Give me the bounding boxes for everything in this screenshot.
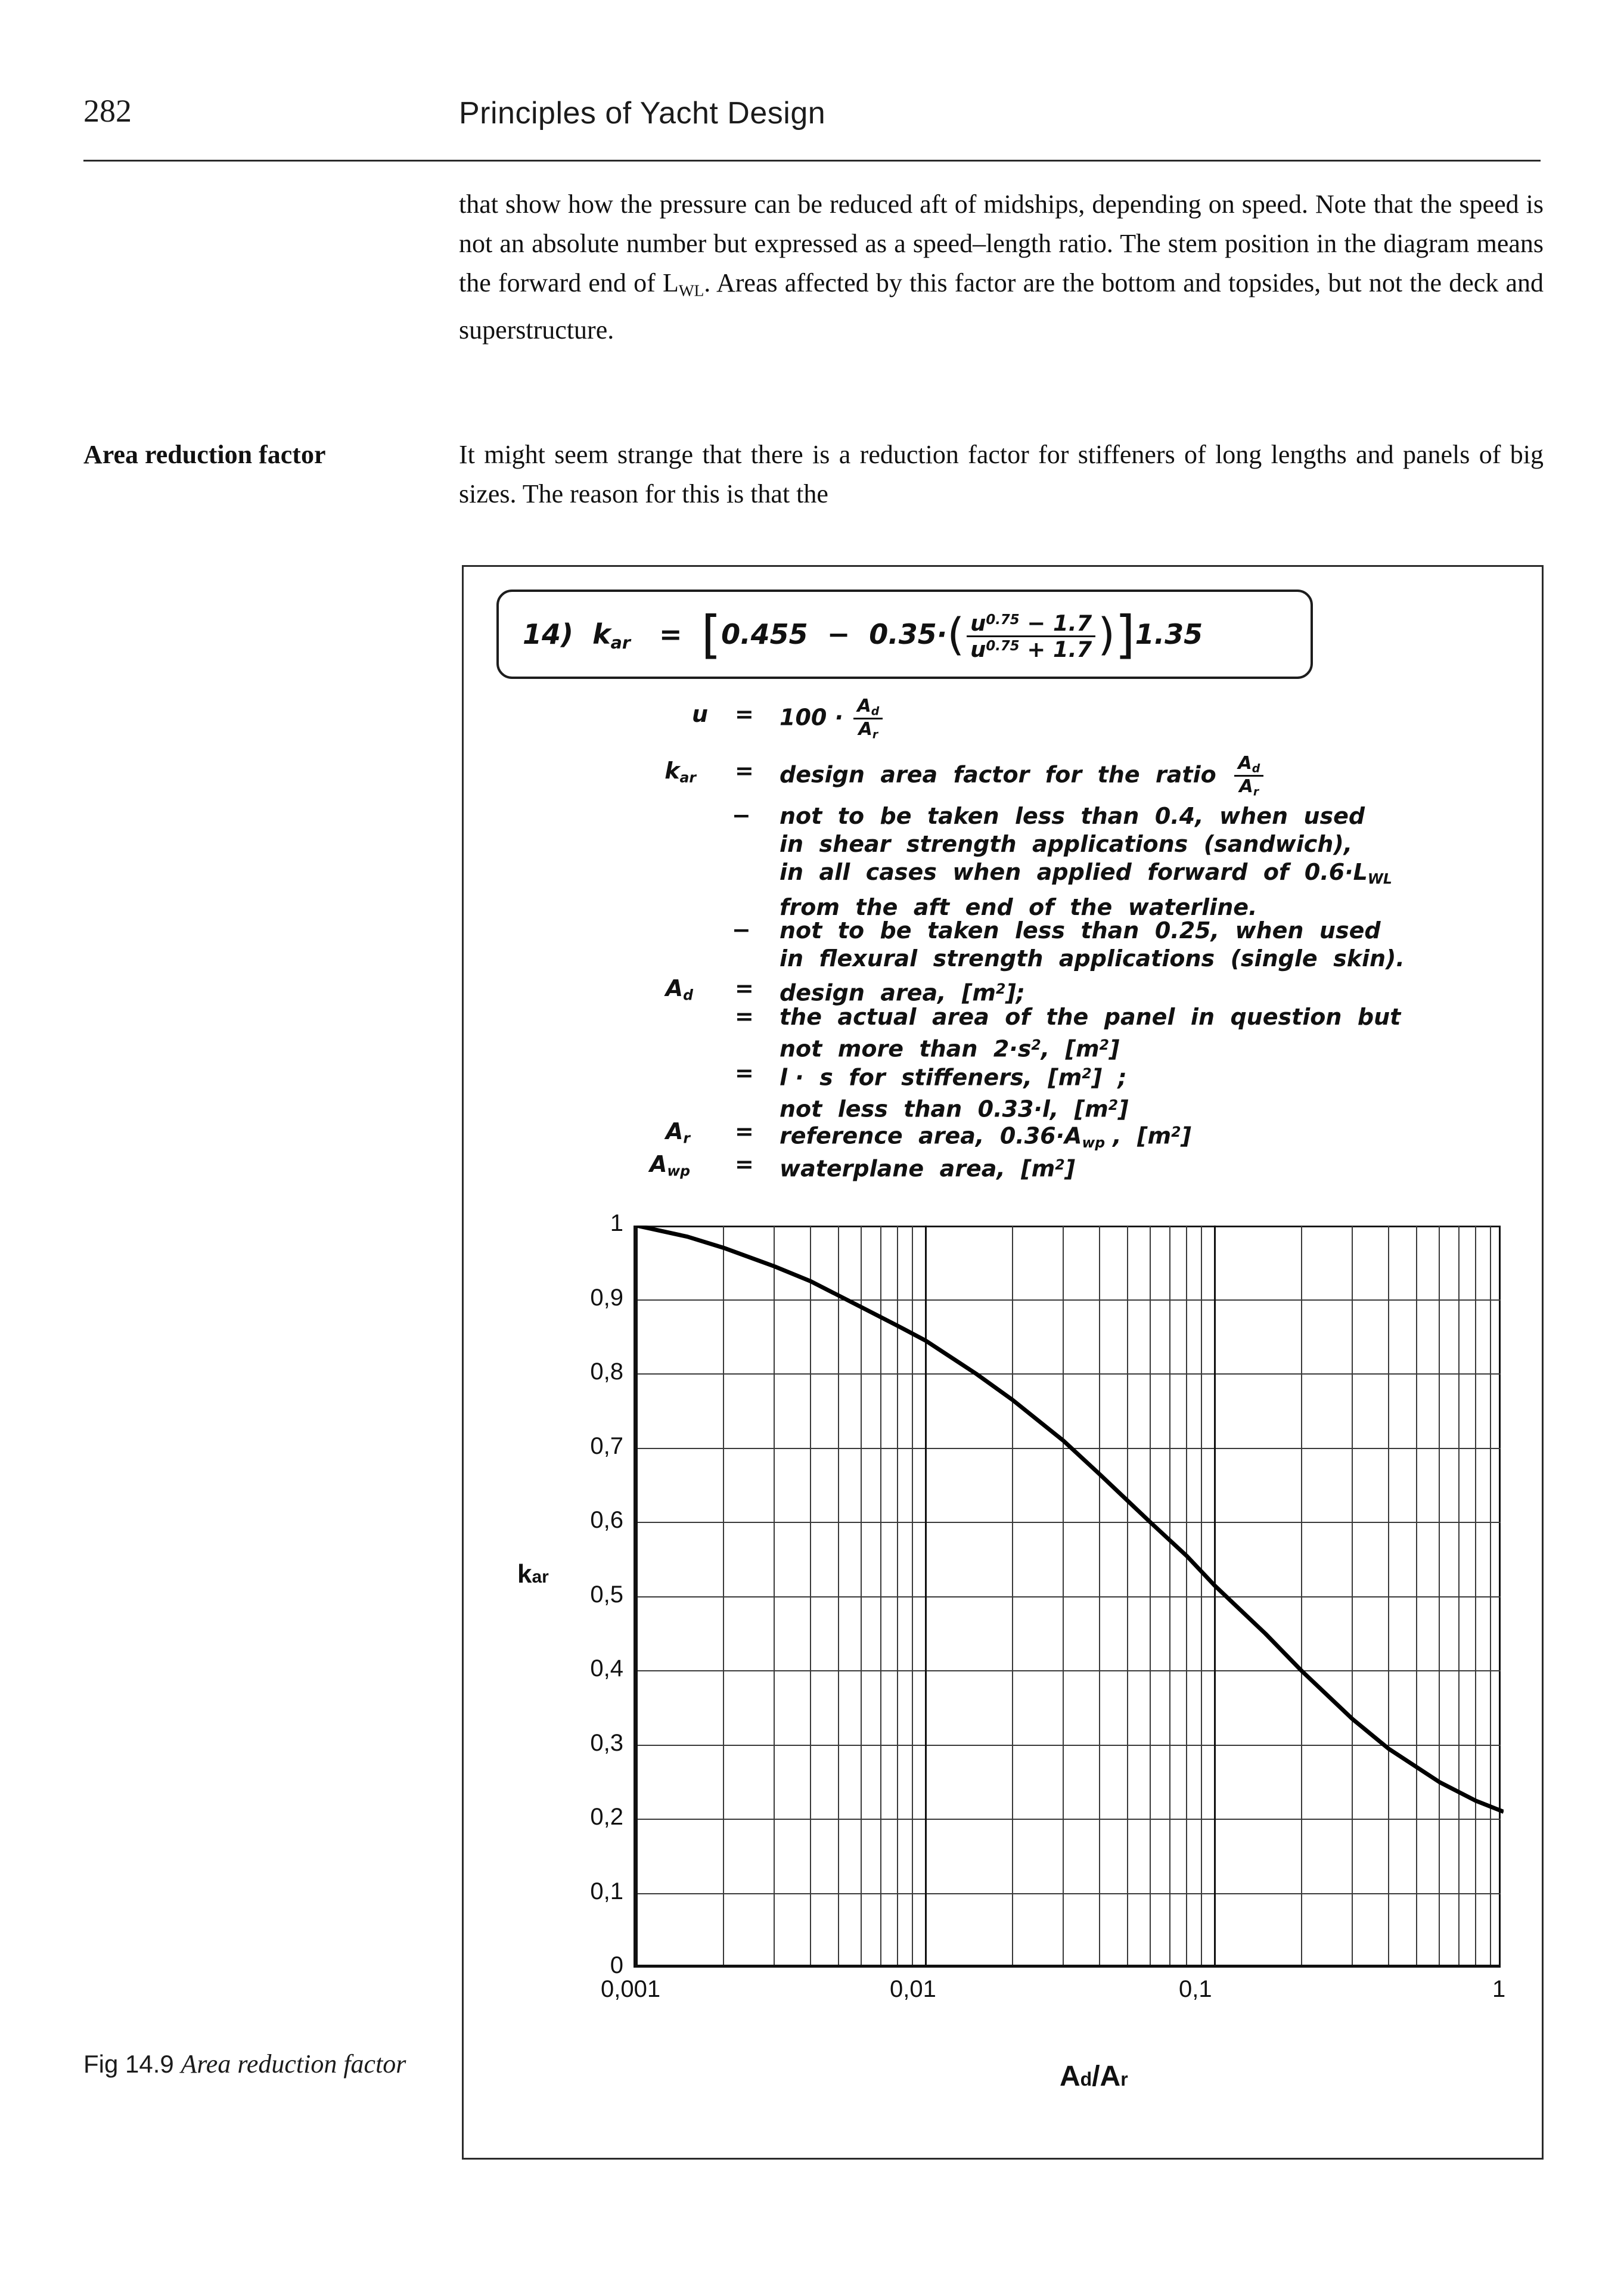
chart-y-axis-label: kar — [517, 1559, 549, 1589]
def-bullet-1: − — [732, 802, 751, 829]
chart-plot — [634, 1226, 1501, 1968]
def-rhs-ad-3: l · s for stiffeners, $[m^2]$ ; not less than 0.33·l, $[m^2]$ — [780, 1064, 1129, 1122]
def-rhs-awp: waterplane area, $[m^2]$ — [780, 1155, 1075, 1182]
chart-x-tick-label: 0,1 — [1179, 1976, 1212, 2002]
chart-y-tick-label: 0,3 — [590, 1729, 623, 1756]
figure-14-9: 14) $k_{ar} = [0.455 - 0.35\cdot$( $\frac{u^{0.75} - 1.7}{u^{0.75} + 1.7}$ )]1.35 u = 100 · $\frac{A_d}{A_r}$ $k_{ar}$ = design area factor for the ratio $\frac{A_d}{A_r}$ − not to be taken less than 0.4, when used in shear strength applications (sandwich), in all cases when applied forward of $0.6\cdot L_{WL}$ from the aft end of the waterline. − not to be taken less than 0.25, when used in flexural strength applications (single skin). $A_d$ = design area, $[m^2]$; = the actual area of the panel in question but not more than $2\cdot s^2$, $[m^2]$ = l · s for stiffeners, $[m^2]$ ; not less than 0.33·l, $[m^2]$ $A_r$ = reference area, $0.36\cdot A_{wp}$ , $[m^2]$ $A_{wp}$ = waterplane area, $[m^2]$ kar Ad/Ar 0 0,1 0,2 0,3 0,4 0,5 0,6 0,7 0,8 0,9 1 0,001 0,01 0,1 1 — [462, 565, 1544, 2160]
chart-y-tick-label: 0,6 — [590, 1507, 623, 1533]
chart-y-tick-label: 0,2 — [590, 1804, 623, 1830]
def-lhs-u: u — [691, 701, 708, 727]
def-note-1: not to be taken less than 0.4, when used in shear strength applications (sandwich), in all cases when applied forward of $0.6\cdot L_{WL}$ from the aft end of the waterline. — [780, 803, 1392, 920]
caption-text: Area reduction factor — [181, 2049, 406, 2079]
def-lhs-awp: $A_{wp}$ — [649, 1151, 690, 1180]
def-bullet-2: − — [732, 917, 751, 943]
chart-y-tick-label: 0,9 — [590, 1284, 623, 1311]
def-lhs-ad: $A_d$ — [665, 975, 693, 1004]
chart-x-tick-label: 0,001 — [601, 1976, 661, 2002]
chart-area-reduction-factor — [590, 1210, 1506, 2002]
body-paragraph-1: that show how the pressure can be reduced aft of midships, depending on speed. Note that the speed is not an absolute number but expressed as a speed–length ratio. The stem position in the diagram means the forward end of $L_{WL}$. Areas affected by this factor are the bottom and topsides, but not the deck and superstructure. — [459, 190, 1544, 345]
def-note-2: not to be taken less than 0.25, when used in flexural strength applications (single skin). — [780, 917, 1405, 972]
margin-heading: Area reduction factor — [83, 440, 326, 469]
chart-x-tick-label: 1 — [1492, 1976, 1506, 2002]
def-lhs-ar: $A_r$ — [665, 1118, 690, 1147]
chart-y-tick-label: 1 — [610, 1210, 623, 1236]
chart-y-tick-label: 0,8 — [590, 1358, 623, 1385]
body-paragraph-2: It might seem strange that there is a reduction factor for stiffeners of long lengths and panels of big sizes. The reason for this is that the — [459, 440, 1544, 508]
def-rhs-ad-2: the actual area of the panel in question but not more than $2\cdot s^2$, $[m^2]$ — [780, 1004, 1401, 1062]
page-number: 282 — [83, 93, 132, 129]
chart-y-tick-label: 0,4 — [590, 1655, 623, 1682]
equation-14: 14) $k_{ar} = [0.455 - 0.35\cdot$( $\frac{u^{0.75} - 1.7}{u^{0.75} + 1.7}$ )]1.35 — [523, 605, 1203, 665]
def-rhs-ad: design area, $[m^2]$; — [780, 979, 1025, 1006]
chart-y-tick-label: 0 — [610, 1952, 623, 1978]
chart-curve — [636, 1226, 1504, 1968]
header-rule — [83, 160, 1541, 162]
def-rhs-u: 100 · $\frac{A_d}{A_r}$ — [780, 696, 885, 742]
def-rhs-kar: design area factor for the ratio $\frac{A_d}{A_r}$ — [780, 753, 1266, 799]
chart-x-tick-label: 0,01 — [890, 1976, 936, 2002]
figure-caption — [83, 2048, 429, 2081]
chart-x-axis-label: Ad/Ar — [1060, 2061, 1128, 2092]
equation-box — [496, 590, 1313, 679]
caption-label: Fig 14.9 — [83, 2050, 174, 2078]
def-rhs-ar: reference area, $0.36\cdot A_{wp}$ , $[m^2]$ — [780, 1122, 1191, 1151]
chart-y-tick-label: 0,1 — [590, 1878, 623, 1904]
chart-y-tick-label: 0,5 — [590, 1581, 623, 1608]
chart-y-tick-label: 0,7 — [590, 1432, 623, 1459]
running-head: Principles of Yacht Design — [459, 96, 826, 131]
def-lhs-kar: $k_{ar}$ — [664, 758, 696, 786]
